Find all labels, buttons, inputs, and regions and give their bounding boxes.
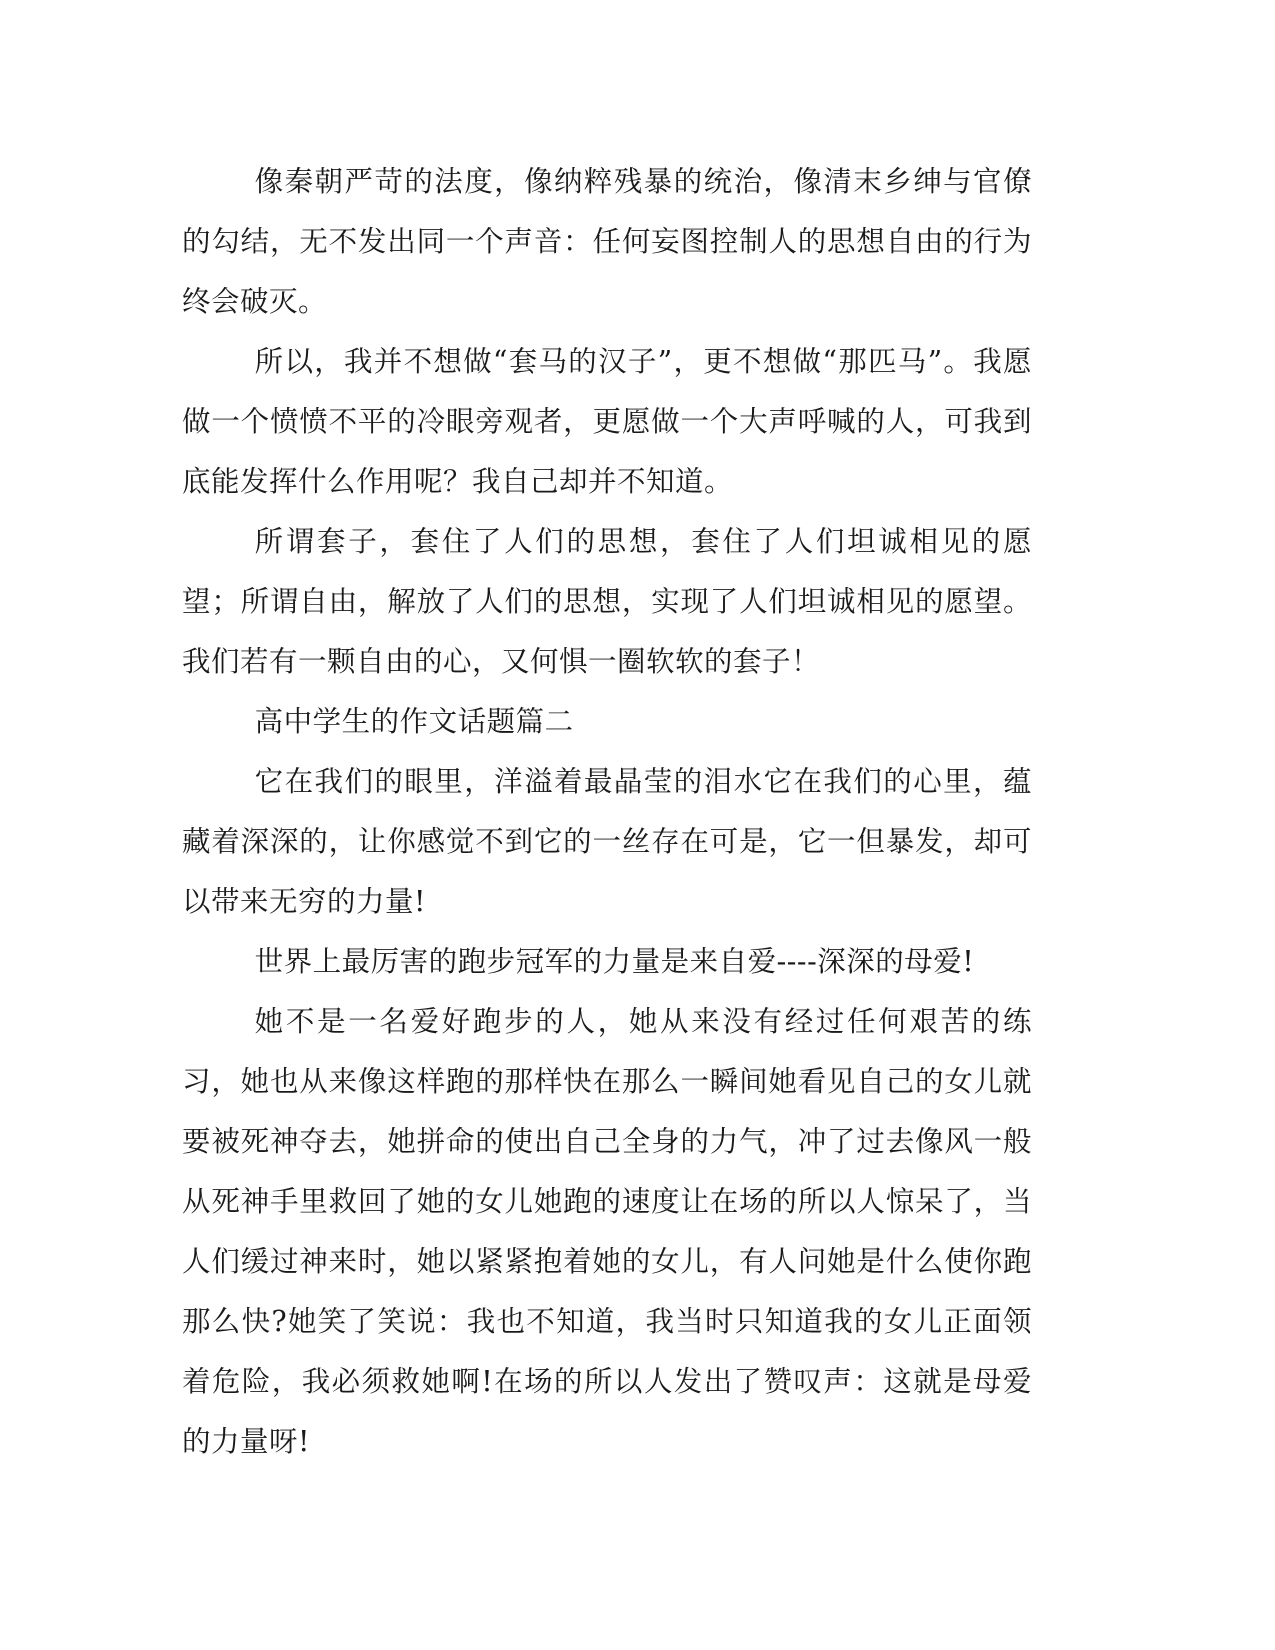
paragraph-tears: 它在我们的眼里，洋溢着最晶莹的泪水它在我们的心里，蕴藏着深深的，让你感觉不到它的一丝存在可是，它一但暴发，却可以带来无穷的力量! xyxy=(182,765,1032,918)
paragraph-freedom: 所谓套子，套住了人们的思想，套住了人们坦诚相见的愿望；所谓自由，解放了人们的思想，实现了人们坦诚相见的愿望。我们若有一颗自由的心，又何惧一圈软软的套子！ xyxy=(182,525,1032,678)
document-body xyxy=(182,152,1032,1472)
paragraph-champion: 世界上最厉害的跑步冠军的力量是来自爱----深深的母爱! xyxy=(254,945,975,978)
paragraph-horse: 所以，我并不想做“套马的汉子”，更不想做“那匹马”。我愿做一个愤愤不平的冷眼旁观者，更愿做一个大声呼喊的人，可我到底能发挥什么作用呢？我自己却并不知道。 xyxy=(182,345,1032,498)
section-heading: 高中学生的作文话题篇二 xyxy=(254,705,574,738)
paragraph-qin-dynasty: 像秦朝严苛的法度，像纳粹残暴的统治，像清末乡绅与官僚的勾结，无不发出同一个声音：任何妄图控制人的思想自由的行为终会破灭。 xyxy=(182,165,1032,318)
paragraph-mother-story: 她不是一名爱好跑步的人，她从来没有经过任何艰苦的练习，她也从来像这样跑的那样快在那么一瞬间她看见自己的女儿就要被死神夺去，她拼命的使出自己全身的力气，冲了过去像风一般从死神手里救回了她的女儿她跑的速度让在场的所以人惊呆了，当人们缓过神来时，她以紧紧抱着她的女儿，有人问她是什么使你跑那么快?她笑了笑说：我也不知道，我当时只知道我的女儿正面领着危险，我必须救她啊!在场的所以人发出了赞叹声：这就是母爱的力量呀! xyxy=(182,1005,1032,1458)
